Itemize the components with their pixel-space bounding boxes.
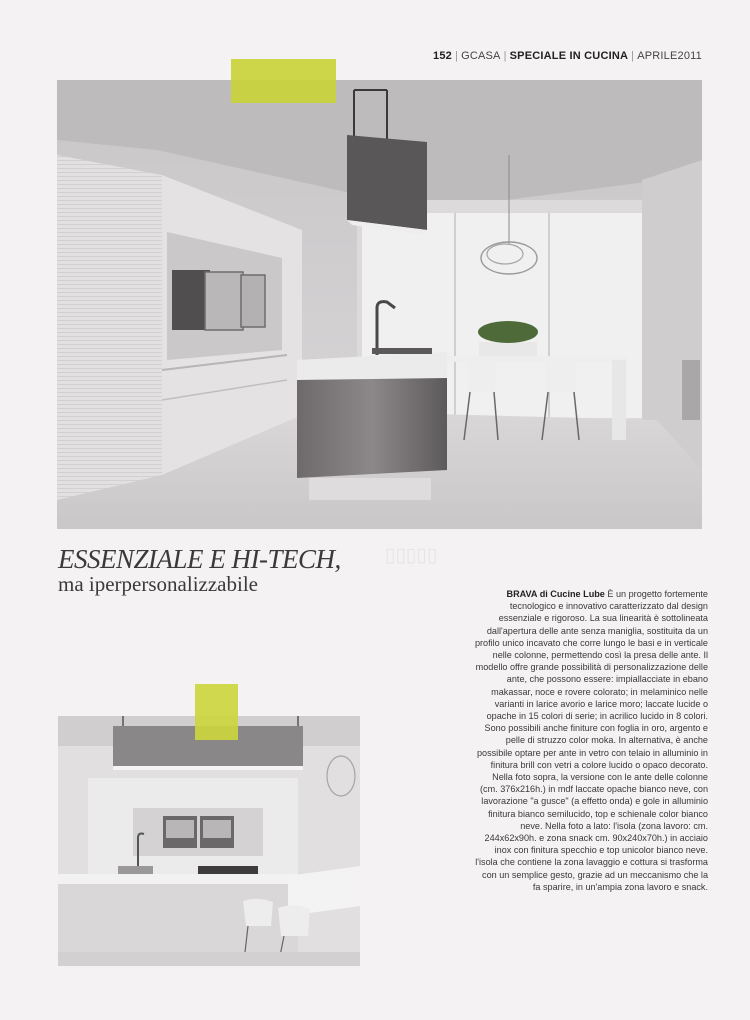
article-lead: BRAVA di Cucine Lube xyxy=(506,589,608,599)
kitchen-photo-main xyxy=(57,80,702,529)
section-name: SPECIALE IN CUCINA xyxy=(509,50,629,62)
accent-block-bottom xyxy=(195,684,238,740)
article-text: È un progetto fortemente tecnologico e innovativo caratterizzato dal design essenziale e rigoroso. La sua linearità è sottolineata dall'apertura delle ante senza maniglia, sostituita da un profilo unico incavato che corre lungo le basi e in verticale nelle colonne, permettendo così la presa delle ante. Il modello offre grande possibilità di personalizzazione delle ante, che possono essere: impiallacciate in ebano makassar, noce e rovere colorato; in melaminico nelle varianti in larice avorio e larice moro; laccate lucide o opache in 15 colori di serie; in acrilico lucido in 8 colori. Sono possibili anche finiture con foglia in oro, argento e pelle di struzzo color moka. In alternativa, è anche possibile optare per ante in vetro con telaio in alluminio in finitura brill con vetri a colore lucido o opaco decorato. Nella foto sopra, la versione con le ante delle colonne (cm. 376x216h.) in mdf laccate opache bianco neve, con lavorazione "a gusce" (a effetto onda) e gole in alluminio finitura bianco semilucido, top e schienale color bianco neve. Nella foto a lato: l'isola (zona lavoro: cm. 244x62x90h. e zona snack cm. 90x240x70h.) in acciaio inox con finitura specchio e top unicolor bianco neve. l'isola che contiene la zona lavaggio e cottura si trasforma con un semplice gesto, grazie ad un meccanismo che la fa sparire, in un'ampia zona lavoro e snack. xyxy=(474,589,708,892)
issue-date: APRILE2011 xyxy=(637,50,702,62)
page-number: 152 xyxy=(433,50,452,62)
bleed-through-text: ▯▯▯▯▯ xyxy=(385,545,438,566)
article-body xyxy=(472,588,708,893)
headline-line-1: ESSENZIALE E HI-TECH, xyxy=(58,544,341,574)
magazine-name: GCASA xyxy=(461,50,501,62)
accent-block-top xyxy=(231,59,336,103)
headline-line-2: ma iperpersonalizzabile xyxy=(58,572,258,596)
running-head: 152 | GCASA | SPECIALE IN CUCINA | APRILE2011 xyxy=(433,50,702,62)
article-headline xyxy=(58,545,341,595)
kitchen-photo-secondary xyxy=(58,716,360,966)
